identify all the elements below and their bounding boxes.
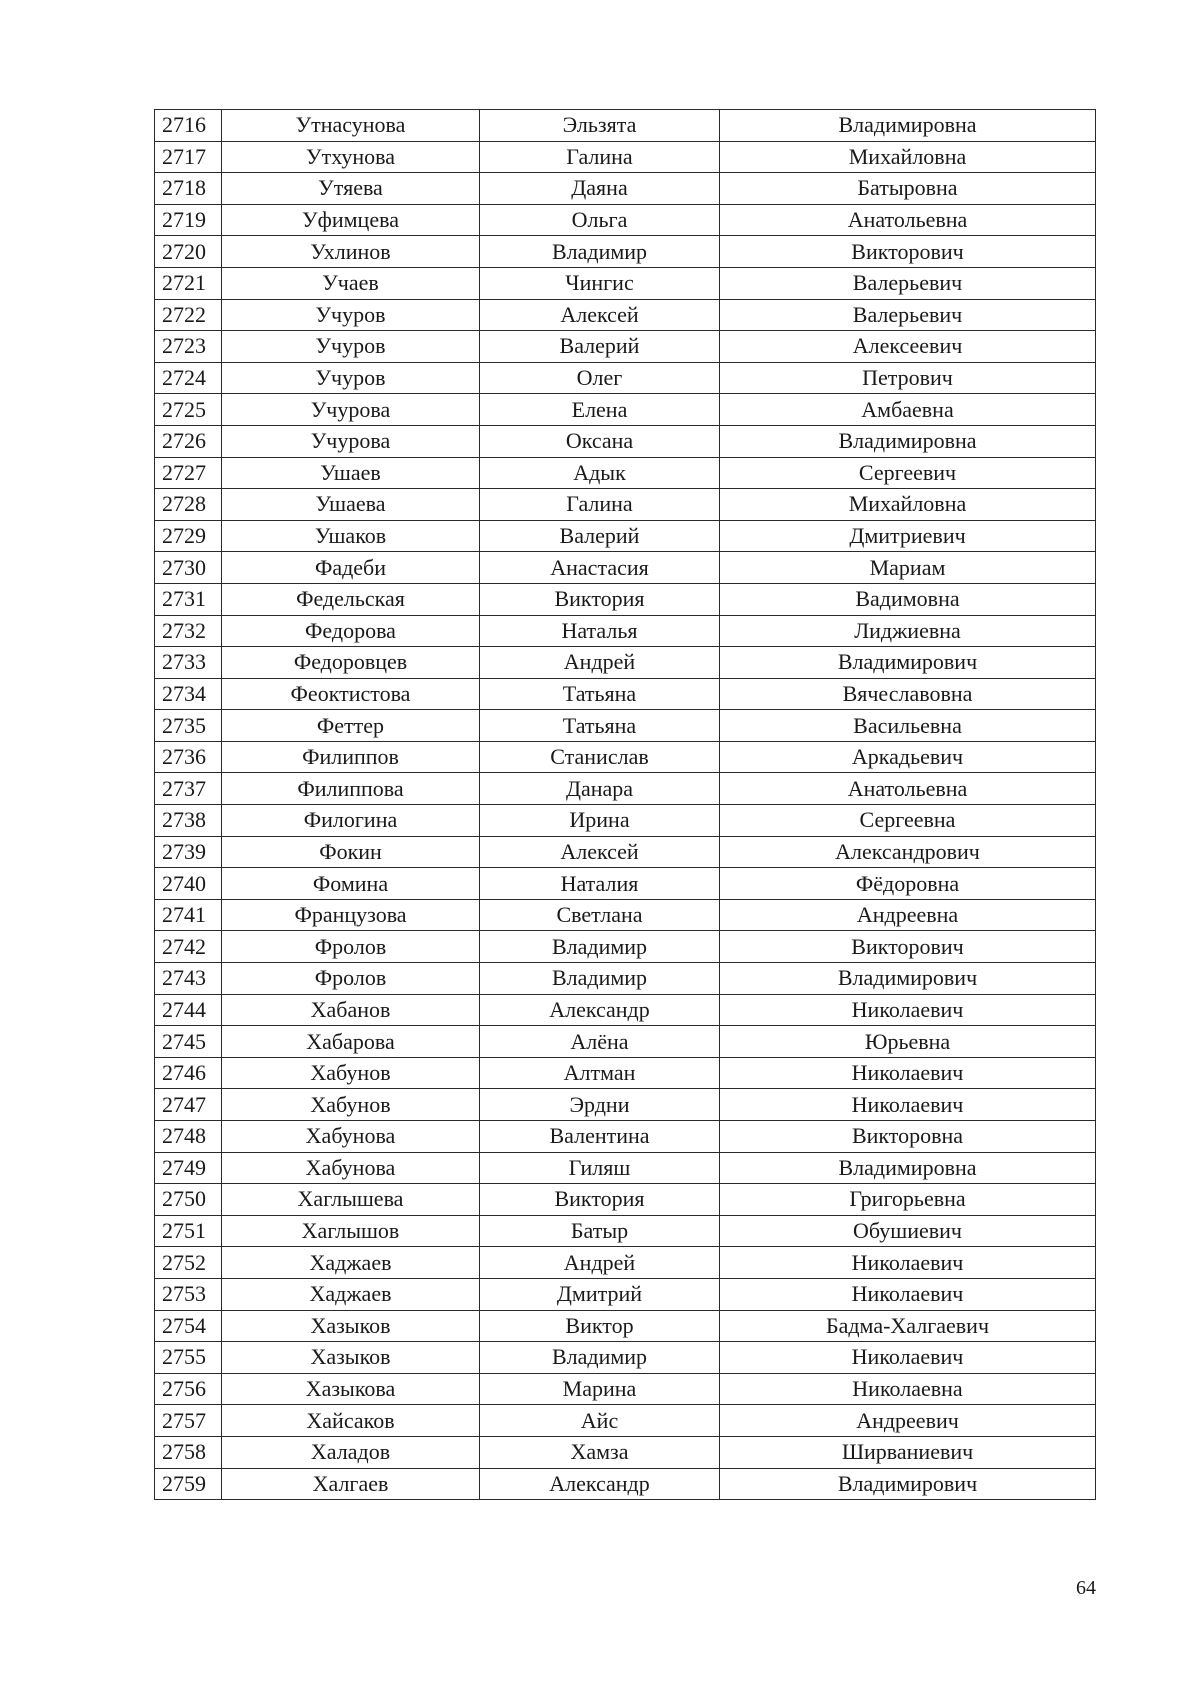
last-name-cell: Федорова bbox=[222, 615, 480, 647]
first-name-cell: Данара bbox=[480, 773, 720, 805]
patronymic-cell: Юрьевна bbox=[720, 1026, 1096, 1058]
last-name-cell: Хабунова bbox=[222, 1121, 480, 1153]
row-number-cell: 2716 bbox=[155, 110, 222, 142]
row-number-cell: 2734 bbox=[155, 678, 222, 710]
table-body bbox=[155, 110, 1096, 1500]
first-name-cell: Андрей bbox=[480, 1247, 720, 1279]
table-row bbox=[155, 236, 1096, 268]
last-name-cell: Хазыков bbox=[222, 1342, 480, 1374]
table-row bbox=[155, 615, 1096, 647]
row-number-cell: 2746 bbox=[155, 1057, 222, 1089]
row-number-cell: 2726 bbox=[155, 425, 222, 457]
table-row bbox=[155, 331, 1096, 363]
first-name-cell: Алексей bbox=[480, 299, 720, 331]
patronymic-cell: Григорьевна bbox=[720, 1184, 1096, 1216]
last-name-cell: Хаджаев bbox=[222, 1247, 480, 1279]
first-name-cell: Татьяна bbox=[480, 710, 720, 742]
patronymic-cell: Ширваниевич bbox=[720, 1436, 1096, 1468]
row-number-cell: 2728 bbox=[155, 489, 222, 521]
last-name-cell: Хабанов bbox=[222, 994, 480, 1026]
patronymic-cell: Николаевна bbox=[720, 1373, 1096, 1405]
first-name-cell: Татьяна bbox=[480, 678, 720, 710]
first-name-cell: Ирина bbox=[480, 805, 720, 837]
last-name-cell: Хабарова bbox=[222, 1026, 480, 1058]
table-row bbox=[155, 1057, 1096, 1089]
last-name-cell: Утнасунова bbox=[222, 110, 480, 142]
patronymic-cell: Васильевна bbox=[720, 710, 1096, 742]
first-name-cell: Марина bbox=[480, 1373, 720, 1405]
table-row bbox=[155, 394, 1096, 426]
last-name-cell: Феттер bbox=[222, 710, 480, 742]
row-number-cell: 2727 bbox=[155, 457, 222, 489]
patronymic-cell: Викторовна bbox=[720, 1121, 1096, 1153]
patronymic-cell: Николаевич bbox=[720, 1278, 1096, 1310]
patronymic-cell: Андреевич bbox=[720, 1405, 1096, 1437]
row-number-cell: 2759 bbox=[155, 1468, 222, 1500]
patronymic-cell: Владимировна bbox=[720, 425, 1096, 457]
row-number-cell: 2730 bbox=[155, 552, 222, 584]
row-number-cell: 2737 bbox=[155, 773, 222, 805]
first-name-cell: Олег bbox=[480, 362, 720, 394]
patronymic-cell: Сергеевна bbox=[720, 805, 1096, 837]
last-name-cell: Фролов bbox=[222, 931, 480, 963]
first-name-cell: Елена bbox=[480, 394, 720, 426]
last-name-cell: Французова bbox=[222, 899, 480, 931]
table-row bbox=[155, 741, 1096, 773]
patronymic-cell: Викторович bbox=[720, 236, 1096, 268]
last-name-cell: Хайсаков bbox=[222, 1405, 480, 1437]
patronymic-cell: Валерьевич bbox=[720, 267, 1096, 299]
patronymic-cell: Амбаевна bbox=[720, 394, 1096, 426]
last-name-cell: Утяева bbox=[222, 173, 480, 205]
row-number-cell: 2722 bbox=[155, 299, 222, 331]
table-row bbox=[155, 1247, 1096, 1279]
last-name-cell: Филиппова bbox=[222, 773, 480, 805]
first-name-cell: Оксана bbox=[480, 425, 720, 457]
last-name-cell: Хаглышева bbox=[222, 1184, 480, 1216]
row-number-cell: 2753 bbox=[155, 1278, 222, 1310]
last-name-cell: Учуров bbox=[222, 299, 480, 331]
table-row bbox=[155, 425, 1096, 457]
patronymic-cell: Бадма-Халгаевич bbox=[720, 1310, 1096, 1342]
first-name-cell: Александр bbox=[480, 1468, 720, 1500]
row-number-cell: 2739 bbox=[155, 836, 222, 868]
row-number-cell: 2731 bbox=[155, 583, 222, 615]
last-name-cell: Хаджаев bbox=[222, 1278, 480, 1310]
table-row bbox=[155, 1026, 1096, 1058]
patronymic-cell: Обушиевич bbox=[720, 1215, 1096, 1247]
first-name-cell: Станислав bbox=[480, 741, 720, 773]
patronymic-cell: Мариам bbox=[720, 552, 1096, 584]
row-number-cell: 2751 bbox=[155, 1215, 222, 1247]
first-name-cell: Валерий bbox=[480, 520, 720, 552]
table-row bbox=[155, 1373, 1096, 1405]
patronymic-cell: Валерьевич bbox=[720, 299, 1096, 331]
row-number-cell: 2717 bbox=[155, 141, 222, 173]
last-name-cell: Хабунова bbox=[222, 1152, 480, 1184]
first-name-cell: Наталья bbox=[480, 615, 720, 647]
table-row bbox=[155, 1310, 1096, 1342]
table-row bbox=[155, 1436, 1096, 1468]
patronymic-cell: Сергеевич bbox=[720, 457, 1096, 489]
last-name-cell: Учаев bbox=[222, 267, 480, 299]
last-name-cell: Хазыкова bbox=[222, 1373, 480, 1405]
patronymic-cell: Батыровна bbox=[720, 173, 1096, 205]
row-number-cell: 2756 bbox=[155, 1373, 222, 1405]
table-row bbox=[155, 1468, 1096, 1500]
row-number-cell: 2723 bbox=[155, 331, 222, 363]
last-name-cell: Утхунова bbox=[222, 141, 480, 173]
table-row bbox=[155, 868, 1096, 900]
patronymic-cell: Николаевич bbox=[720, 1057, 1096, 1089]
patronymic-cell: Владимирович bbox=[720, 647, 1096, 679]
patronymic-cell: Вадимовна bbox=[720, 583, 1096, 615]
first-name-cell: Дмитрий bbox=[480, 1278, 720, 1310]
patronymic-cell: Александрович bbox=[720, 836, 1096, 868]
first-name-cell: Александр bbox=[480, 994, 720, 1026]
patronymic-cell: Владимирович bbox=[720, 963, 1096, 995]
last-name-cell: Халгаев bbox=[222, 1468, 480, 1500]
row-number-cell: 2750 bbox=[155, 1184, 222, 1216]
row-number-cell: 2719 bbox=[155, 204, 222, 236]
first-name-cell: Ольга bbox=[480, 204, 720, 236]
patronymic-cell: Фёдоровна bbox=[720, 868, 1096, 900]
patronymic-cell: Лиджиевна bbox=[720, 615, 1096, 647]
patronymic-cell: Николаевич bbox=[720, 1247, 1096, 1279]
table-row bbox=[155, 362, 1096, 394]
table-row bbox=[155, 520, 1096, 552]
first-name-cell: Айс bbox=[480, 1405, 720, 1437]
last-name-cell: Хабунов bbox=[222, 1089, 480, 1121]
row-number-cell: 2736 bbox=[155, 741, 222, 773]
table-row bbox=[155, 1342, 1096, 1374]
last-name-cell: Федоровцев bbox=[222, 647, 480, 679]
first-name-cell: Эльзята bbox=[480, 110, 720, 142]
table-row bbox=[155, 552, 1096, 584]
table-row bbox=[155, 204, 1096, 236]
table-row bbox=[155, 710, 1096, 742]
table-row bbox=[155, 678, 1096, 710]
patronymic-cell: Владимировна bbox=[720, 110, 1096, 142]
last-name-cell: Фролов bbox=[222, 963, 480, 995]
last-name-cell: Хабунов bbox=[222, 1057, 480, 1089]
row-number-cell: 2729 bbox=[155, 520, 222, 552]
patronymic-cell: Николаевич bbox=[720, 1089, 1096, 1121]
row-number-cell: 2758 bbox=[155, 1436, 222, 1468]
row-number-cell: 2724 bbox=[155, 362, 222, 394]
table-row bbox=[155, 267, 1096, 299]
last-name-cell: Халадов bbox=[222, 1436, 480, 1468]
last-name-cell: Хазыков bbox=[222, 1310, 480, 1342]
last-name-cell: Ушаев bbox=[222, 457, 480, 489]
row-number-cell: 2721 bbox=[155, 267, 222, 299]
patronymic-cell: Михайловна bbox=[720, 489, 1096, 521]
first-name-cell: Владимир bbox=[480, 931, 720, 963]
row-number-cell: 2741 bbox=[155, 899, 222, 931]
patronymic-cell: Петрович bbox=[720, 362, 1096, 394]
table-row bbox=[155, 1184, 1096, 1216]
first-name-cell: Батыр bbox=[480, 1215, 720, 1247]
last-name-cell: Учурова bbox=[222, 425, 480, 457]
table-row bbox=[155, 299, 1096, 331]
patronymic-cell: Анатольевна bbox=[720, 773, 1096, 805]
patronymic-cell: Викторович bbox=[720, 931, 1096, 963]
table-row bbox=[155, 1215, 1096, 1247]
row-number-cell: 2720 bbox=[155, 236, 222, 268]
table-row bbox=[155, 583, 1096, 615]
first-name-cell: Алексей bbox=[480, 836, 720, 868]
table-row bbox=[155, 1121, 1096, 1153]
row-number-cell: 2744 bbox=[155, 994, 222, 1026]
table-row bbox=[155, 173, 1096, 205]
last-name-cell: Учурова bbox=[222, 394, 480, 426]
table-row bbox=[155, 1152, 1096, 1184]
patronymic-cell: Дмитриевич bbox=[720, 520, 1096, 552]
last-name-cell: Филогина bbox=[222, 805, 480, 837]
last-name-cell: Фомина bbox=[222, 868, 480, 900]
table-row bbox=[155, 1089, 1096, 1121]
row-number-cell: 2742 bbox=[155, 931, 222, 963]
row-number-cell: 2745 bbox=[155, 1026, 222, 1058]
row-number-cell: 2718 bbox=[155, 173, 222, 205]
last-name-cell: Филиппов bbox=[222, 741, 480, 773]
row-number-cell: 2735 bbox=[155, 710, 222, 742]
patronymic-cell: Михайловна bbox=[720, 141, 1096, 173]
first-name-cell: Хамза bbox=[480, 1436, 720, 1468]
row-number-cell: 2733 bbox=[155, 647, 222, 679]
row-number-cell: 2740 bbox=[155, 868, 222, 900]
patronymic-cell: Аркадьевич bbox=[720, 741, 1096, 773]
table-row bbox=[155, 647, 1096, 679]
patronymic-cell: Владимировна bbox=[720, 1152, 1096, 1184]
page-number: 64 bbox=[1076, 1577, 1096, 1599]
patronymic-cell: Алексеевич bbox=[720, 331, 1096, 363]
row-number-cell: 2755 bbox=[155, 1342, 222, 1374]
first-name-cell: Владимир bbox=[480, 963, 720, 995]
row-number-cell: 2738 bbox=[155, 805, 222, 837]
row-number-cell: 2757 bbox=[155, 1405, 222, 1437]
first-name-cell: Гиляш bbox=[480, 1152, 720, 1184]
row-number-cell: 2725 bbox=[155, 394, 222, 426]
first-name-cell: Чингис bbox=[480, 267, 720, 299]
table-row bbox=[155, 489, 1096, 521]
first-name-cell: Андрей bbox=[480, 647, 720, 679]
last-name-cell: Ушаева bbox=[222, 489, 480, 521]
first-name-cell: Виктория bbox=[480, 583, 720, 615]
table-row bbox=[155, 1278, 1096, 1310]
table-row bbox=[155, 773, 1096, 805]
first-name-cell: Владимир bbox=[480, 236, 720, 268]
row-number-cell: 2754 bbox=[155, 1310, 222, 1342]
last-name-cell: Фадеби bbox=[222, 552, 480, 584]
table-row bbox=[155, 963, 1096, 995]
first-name-cell: Виктория bbox=[480, 1184, 720, 1216]
last-name-cell: Хаглышов bbox=[222, 1215, 480, 1247]
table-row bbox=[155, 1405, 1096, 1437]
row-number-cell: 2732 bbox=[155, 615, 222, 647]
row-number-cell: 2747 bbox=[155, 1089, 222, 1121]
first-name-cell: Анастасия bbox=[480, 552, 720, 584]
patronymic-cell: Владимирович bbox=[720, 1468, 1096, 1500]
row-number-cell: 2748 bbox=[155, 1121, 222, 1153]
first-name-cell: Наталия bbox=[480, 868, 720, 900]
last-name-cell: Федельская bbox=[222, 583, 480, 615]
table-row bbox=[155, 994, 1096, 1026]
first-name-cell: Владимир bbox=[480, 1342, 720, 1374]
last-name-cell: Ушаков bbox=[222, 520, 480, 552]
patronymic-cell: Андреевна bbox=[720, 899, 1096, 931]
first-name-cell: Валерий bbox=[480, 331, 720, 363]
first-name-cell: Даяна bbox=[480, 173, 720, 205]
table-row bbox=[155, 836, 1096, 868]
first-name-cell: Валентина bbox=[480, 1121, 720, 1153]
table-row bbox=[155, 931, 1096, 963]
first-name-cell: Адык bbox=[480, 457, 720, 489]
patronymic-cell: Вячеславовна bbox=[720, 678, 1096, 710]
first-name-cell: Алёна bbox=[480, 1026, 720, 1058]
table-row bbox=[155, 899, 1096, 931]
table-row bbox=[155, 457, 1096, 489]
patronymic-cell: Анатольевна bbox=[720, 204, 1096, 236]
first-name-cell: Галина bbox=[480, 141, 720, 173]
last-name-cell: Ухлинов bbox=[222, 236, 480, 268]
row-number-cell: 2749 bbox=[155, 1152, 222, 1184]
first-name-cell: Галина bbox=[480, 489, 720, 521]
table-row bbox=[155, 110, 1096, 142]
row-number-cell: 2752 bbox=[155, 1247, 222, 1279]
name-list-table bbox=[154, 109, 1096, 1500]
last-name-cell: Учуров bbox=[222, 362, 480, 394]
patronymic-cell: Николаевич bbox=[720, 994, 1096, 1026]
last-name-cell: Учуров bbox=[222, 331, 480, 363]
table-row bbox=[155, 805, 1096, 837]
first-name-cell: Виктор bbox=[480, 1310, 720, 1342]
last-name-cell: Феоктистова bbox=[222, 678, 480, 710]
last-name-cell: Уфимцева bbox=[222, 204, 480, 236]
row-number-cell: 2743 bbox=[155, 963, 222, 995]
last-name-cell: Фокин bbox=[222, 836, 480, 868]
first-name-cell: Алтман bbox=[480, 1057, 720, 1089]
patronymic-cell: Николаевич bbox=[720, 1342, 1096, 1374]
table-row bbox=[155, 141, 1096, 173]
first-name-cell: Светлана bbox=[480, 899, 720, 931]
first-name-cell: Эрдни bbox=[480, 1089, 720, 1121]
